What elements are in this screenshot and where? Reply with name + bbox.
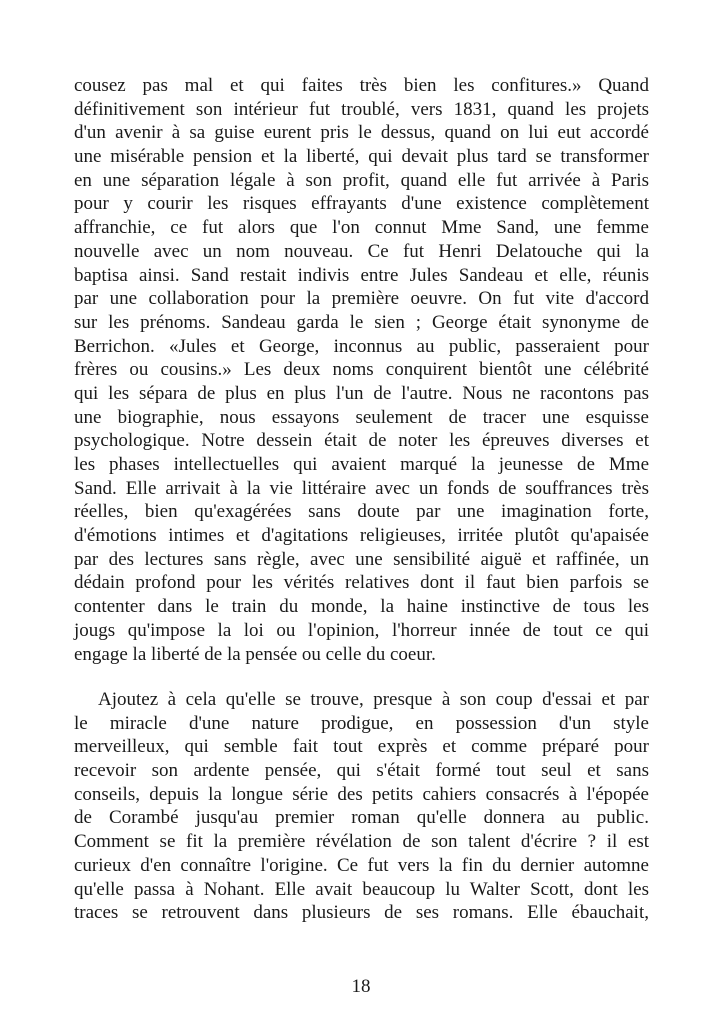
text-line: Sand. Elle arrivait à la vie littéraire avec un fonds de souffrances très xyxy=(74,477,649,499)
paragraph-1 xyxy=(74,74,649,666)
text-line: une misérable pension et la liberté, qui devait plus tard se transformer xyxy=(74,146,649,168)
text-line: engage la liberté de la pensée ou celle du coeur. xyxy=(74,643,436,665)
text-line: définitivement son intérieur fut troublé, vers 1831, quand les projets xyxy=(74,98,649,120)
text-line: qui les sépara de plus en plus l'un de l'autre. Nous ne racontons pas xyxy=(74,382,649,404)
text-line: pour y courir les risques effrayants d'une existence complètement xyxy=(74,193,649,215)
text-line: Comment se fit la première révélation de son talent d'écrire ? il est xyxy=(74,831,649,853)
text-line: les phases intellectuelles qui avaient marqué la jeunesse de Mme xyxy=(74,454,649,475)
text-line: en une séparation légale à son profit, quand elle fut arrivée à Paris xyxy=(74,169,649,191)
text-line: dédain profond pour les vérités relatives dont il faut bien parfois se xyxy=(74,572,649,594)
text-line: jougs qu'impose la loi ou l'opinion, l'horreur innée de tout ce qui xyxy=(74,619,649,641)
text-line: d'émotions intimes et d'agitations religieuses, irritée plutôt qu'apaisée xyxy=(74,525,649,547)
text-line: qu'elle passa à Nohant. Elle avait beaucoup lu Walter Scott, dont les xyxy=(74,878,649,900)
text-line: cousez pas mal et qui faites très bien les confitures.» Quand xyxy=(74,75,649,96)
text-line: recevoir son ardente pensée, qui s'était formé tout seul et sans xyxy=(74,760,649,782)
text-line: traces se retrouvent dans plusieurs de ses romans. Elle ébauchait, xyxy=(74,902,649,924)
text-line: sur les prénoms. Sandeau garda le sien ; George était synonyme de xyxy=(74,311,649,333)
text-line: par une collaboration pour la première oeuvre. On fut vite d'accord xyxy=(74,288,649,310)
text-line: d'un avenir à sa guise eurent pris le dessus, quand on lui eut accordé xyxy=(74,122,649,144)
text-line: de Corambé jusqu'au premier roman qu'elle donnera au public. xyxy=(74,807,649,829)
text-line: conseils, depuis la longue série des petits cahiers consacrés à l'épopée xyxy=(74,783,649,805)
text-line: une biographie, nous essayons seulement de tracer une esquisse xyxy=(74,406,649,428)
text-line: par des lectures sans règle, avec une sensibilité aiguë et raffinée, un xyxy=(74,548,649,570)
text-line: baptisa ainsi. Sand restait indivis entre Jules Sandeau et elle, réunis xyxy=(74,264,649,286)
text-line: Berrichon. «Jules et George, inconnus au public, passeraient pour xyxy=(74,335,649,357)
text-line: nouvelle avec un nom nouveau. Ce fut Henri Delatouche qui la xyxy=(74,240,649,262)
paragraph-2 xyxy=(74,688,649,925)
text-line: contenter dans le train du monde, la haine instinctive de tous les xyxy=(74,596,649,618)
text-line: psychologique. Notre dessein était de noter les épreuves diverses et xyxy=(74,430,649,452)
text-line: frères ou cousins.» Les deux noms conquirent bientôt une célébrité xyxy=(74,359,649,381)
text-line: curieux d'en connaître l'origine. Ce fut vers la fin du dernier automne xyxy=(74,854,649,876)
text-line: le miracle d'une nature prodigue, en possession d'un style xyxy=(74,712,649,734)
text-line: affranchie, ce fut alors que l'on connut Mme Sand, une femme xyxy=(74,217,649,239)
page-number: 18 xyxy=(351,976,371,997)
text-line: Ajoutez à cela qu'elle se trouve, presque à son coup d'essai et par xyxy=(98,689,649,710)
text-line: réelles, bien qu'exagérées sans doute par une imagination forte, xyxy=(74,501,649,523)
text-line: merveilleux, qui semble fait tout exprès et comme préparé pour xyxy=(74,736,649,758)
